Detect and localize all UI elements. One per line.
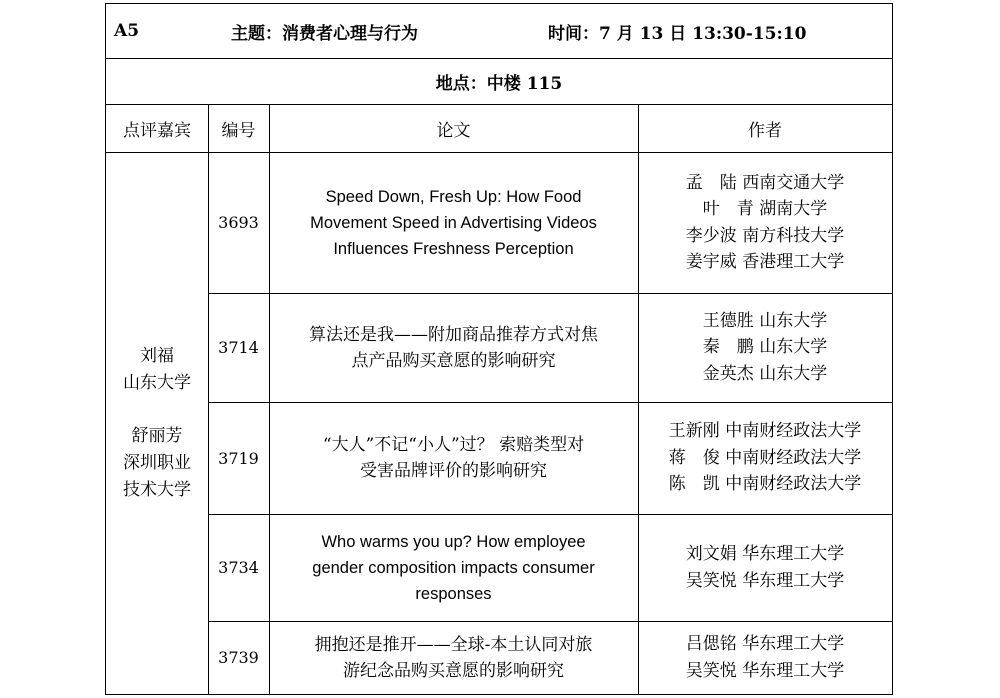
paper-title-line: 拥抱还是推开——全球-本土认同对旅 (314, 634, 593, 655)
author-entry: 李少波 南方科技大学 (685, 225, 845, 246)
paper-title (269, 621, 638, 694)
session-table (105, 3, 893, 695)
paper-id: 3714 (218, 338, 259, 357)
session-time: 时间：7 月 13 日 13:30-15:10 (548, 23, 807, 44)
reviewer-name: 刘福 (140, 345, 174, 366)
paper-id: 3719 (218, 448, 259, 468)
author-entry: 姜宇威 香港理工大学 (685, 252, 845, 272)
paper-authors (638, 402, 892, 514)
paper-title (269, 514, 638, 621)
paper-title-line: Movement Speed in Advertising Videos (310, 213, 597, 232)
author-entry: 蒋 俊 中南财经政法大学 (668, 447, 862, 468)
paper-id: 3693 (218, 213, 259, 232)
author-entry: 叶 青 湖南大学 (702, 199, 828, 219)
session-location: 地点：中楼 115 (435, 73, 563, 94)
session-id: A5 (114, 21, 140, 41)
author-entry: 吴笑悦 华东理工大学 (685, 660, 845, 681)
author-entry: 吕偲铭 华东理工大学 (685, 634, 845, 654)
reviewer-affiliation: 技术大学 (123, 479, 191, 500)
paper-title-line: 受害品牌评价的影响研究 (360, 461, 547, 481)
col-header-authors: 作者 (748, 120, 782, 141)
reviewers-cell (106, 152, 208, 694)
paper-title-line: “大人”不记“小人”过？ 索赔类型对 (322, 435, 585, 455)
paper-authors (638, 152, 892, 293)
paper-authors (638, 514, 892, 621)
paper-id: 3734 (218, 558, 259, 577)
session-theme: 主题：消费者心理与行为 (231, 23, 418, 44)
author-entry: 陈 凯 中南财经政法大学 (668, 474, 862, 495)
paper-title-line: Speed Down, Fresh Up: How Food (325, 187, 582, 206)
paper-title-line: Influences Freshness Perception (333, 239, 574, 258)
col-header-reviewers: 点评嘉宾 (123, 120, 191, 141)
paper-authors (638, 293, 892, 402)
paper-title (269, 402, 638, 514)
author-entry: 王德胜 山东大学 (702, 310, 828, 331)
paper-title (269, 293, 638, 402)
paper-id: 3739 (218, 648, 259, 667)
paper-title-line: Who warms you up? How employee (321, 532, 586, 551)
author-entry: 吴笑悦 华东理工大学 (685, 570, 845, 591)
paper-title-line: responses (415, 584, 492, 603)
author-entry: 金英杰 山东大学 (702, 363, 828, 384)
col-header-number: 编号 (221, 120, 256, 141)
reviewer-name: 舒丽芳 (131, 425, 183, 446)
paper-title-line: 游纪念品购买意愿的影响研究 (343, 660, 564, 681)
paper-title-line: gender composition impacts consumer (312, 558, 595, 577)
paper-title (269, 152, 638, 293)
col-header-paper: 论文 (436, 120, 471, 141)
author-entry: 秦 鹏 山东大学 (702, 337, 828, 358)
author-entry: 孟 陆 西南交通大学 (685, 172, 845, 193)
paper-authors (638, 621, 892, 694)
reviewer-affiliation: 山东大学 (123, 372, 191, 393)
author-entry: 刘文娟 华东理工大学 (685, 544, 845, 564)
author-entry: 王新刚 中南财经政法大学 (668, 421, 862, 442)
paper-title-line: 算法还是我——附加商品推荐方式对焦 (309, 324, 598, 345)
paper-title-line: 点产品购买意愿的影响研究 (351, 350, 556, 371)
reviewer-affiliation: 深圳职业 (123, 452, 191, 473)
